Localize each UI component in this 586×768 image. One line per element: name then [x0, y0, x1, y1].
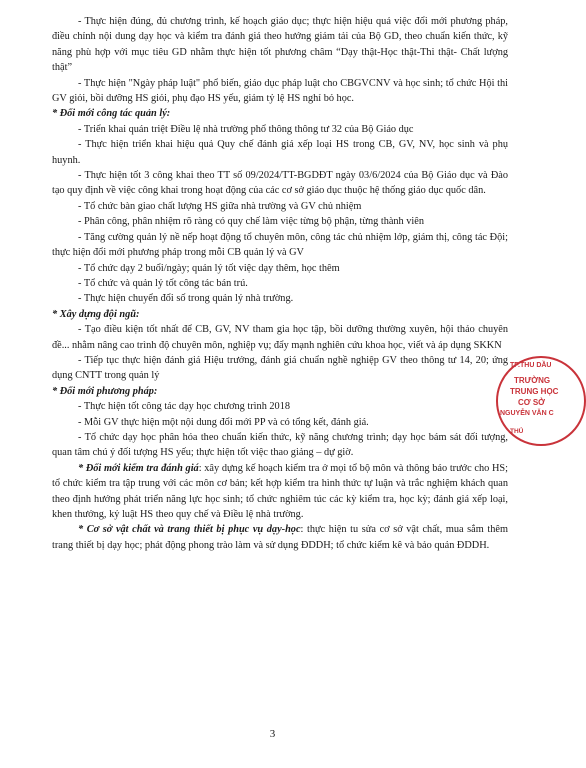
body-paragraph: - Thực hiện chuyển đổi số trong quản lý nhà trường. — [78, 293, 294, 305]
school-seal-stamp — [496, 356, 586, 446]
lead-paragraph — [52, 461, 508, 523]
stamp-line-3: CƠ SỞ — [518, 398, 545, 407]
lead-paragraph — [52, 522, 508, 553]
stamp-line-1: TRƯỜNG — [514, 376, 551, 385]
paragraph-text: : thực hiện tu sửa cơ sở vật chất, mua sắm thêm trang thiết bị dạy học; phát động phong trào làm và sử dụng ĐDDH; tổ chức kiểm kê và bảo quản ĐDDH. — [52, 524, 508, 551]
section-heading: * Xây dựng đội ngũ: — [52, 308, 140, 320]
stamp-ring-bottom: THỦ — [510, 428, 524, 435]
body-paragraph: - Triển khai quán triệt Điều lệ nhà trường phổ thông thông tư 32 của Bộ Giáo dục — [78, 123, 414, 135]
stamp-line-2: TRUNG HỌC — [510, 387, 559, 396]
body-paragraph: - Thực hiện triển khai hiệu quả Quy chế đánh giá xếp loại HS trong CB, GV, NV, học sinh và phụ huynh. — [52, 139, 508, 166]
paragraph-text: : xây dựng kế hoạch kiểm tra ở mọi tổ bộ môn và thông báo trước cho HS; tổ chức kiểm tra tập trung với các môn cơ bản; kết hợp kiểm tra hình thức tự luận và trắc nghiệm khách quan theo định hướng phát triển năng lực học sinh; tổ chức nghiêm túc các kỳ kiểm tra, học kỳ; đánh giá xếp loại, khen thưởng, kỷ luật HS theo quy chế và Điều lệ nhà trường. — [52, 462, 508, 520]
body-paragraph: - Mỗi GV thực hiện một nội dung đổi mới PP và có tổng kết, đánh giá. — [78, 416, 369, 428]
body-paragraph: - Tổ chức và quản lý tốt công tác bán trú. — [78, 277, 248, 289]
body-paragraph: - Thực hiện tốt công tác dạy học chương trình 2018 — [78, 401, 291, 413]
stamp-line-4: NGUYỄN VĂN C — [500, 410, 554, 417]
body-paragraph: - Tăng cường quản lý nề nếp hoạt động tổ chuyên môn, công tác chủ nhiệm lớp, giám thị, công tác Đội; thực hiện đổi mới phương pháp trong mỗi CB quản lý và GV — [52, 231, 508, 259]
body-paragraph: - Tổ chức dạy 2 buổi/ngày; quản lý tốt việc dạy thêm, học thêm — [78, 262, 340, 274]
stamp-ring-top: TP.THU DẦU — [510, 362, 552, 369]
body-paragraph: - Phân công, phân nhiệm rõ ràng có quy chế làm việc từng bộ phận, từng thành viên — [78, 216, 425, 228]
body-paragraph: - Tổ chức dạy học phân hóa theo chuẩn kiến thức, kỹ năng chương trình; dạy học bám sát đối tượng, quan tâm chú ý đối tượng HS yếu; thực hiện tốt việc thao giảng – dự giờ. — [52, 431, 508, 459]
body-paragraph: - Thực hiện đúng, đủ chương trình, kế hoạch giáo dục; thực hiện hiệu quả việc đổi mới phương pháp, điều chỉnh nội dung dạy học và kiểm tra đánh giá theo hướng giảm tải của Bộ GD, theo chuẩn kiến thức, kỹ năng phù hợp với mục tiêu GD nhằm thực hiện tốt phương châm “Dạy thật-Học thật-Thi thật- Chất lượng thật” — [52, 16, 508, 74]
paragraph-lead: * Đổi mới kiểm tra đánh giá — [78, 462, 199, 474]
body-paragraph: - Tổ chức bàn giao chất lượng HS giữa nhà trường và GV chủ nhiệm — [78, 200, 362, 212]
page-number: 3 — [269, 728, 276, 740]
body-paragraph: - Thực hiện tốt 3 công khai theo TT số 09/2024/TT-BGDĐT ngày 03/6/2024 của Bộ Giáo dục và Đào tạo quy định về việc công khai trong hoạt động của các cơ sở giáo dục thuộc hệ thống giáo dục quốc dân. — [52, 170, 508, 197]
document-body — [52, 14, 508, 553]
paragraph-lead: * Cơ sở vật chất và trang thiết bị phục vụ dạy-học — [78, 524, 301, 536]
section-heading: * Đổi mới phương pháp: — [52, 385, 158, 397]
body-paragraph: - Tạo điều kiện tốt nhất để CB, GV, NV tham gia học tập, bồi dưỡng thường xuyên, hội thảo chuyên đề... nhằm nâng cao trình độ chuyên môn, nghiệp vụ; đẩy mạnh nghiên cứu khoa học, viết và áp dụng SKKN — [52, 324, 508, 351]
body-paragraph: - Tiếp tục thực hiện đánh giá Hiệu trưởng, đánh giá chuẩn nghề nghiệp GV theo thông tư 14, 20; ứng dụng CNTT trong quản lý — [52, 354, 508, 382]
section-heading: * Đổi mới công tác quản lý: — [52, 108, 171, 120]
body-paragraph: - Thực hiện "Ngày pháp luật" phổ biến, giáo dục pháp luật cho CBGVCNV và học sinh; tổ chức Hội thi GV giỏi, bồi dưỡng HS giỏi, phụ đạo HS yếu, giảm tỷ lệ HS nghỉ bỏ học. — [52, 77, 508, 105]
